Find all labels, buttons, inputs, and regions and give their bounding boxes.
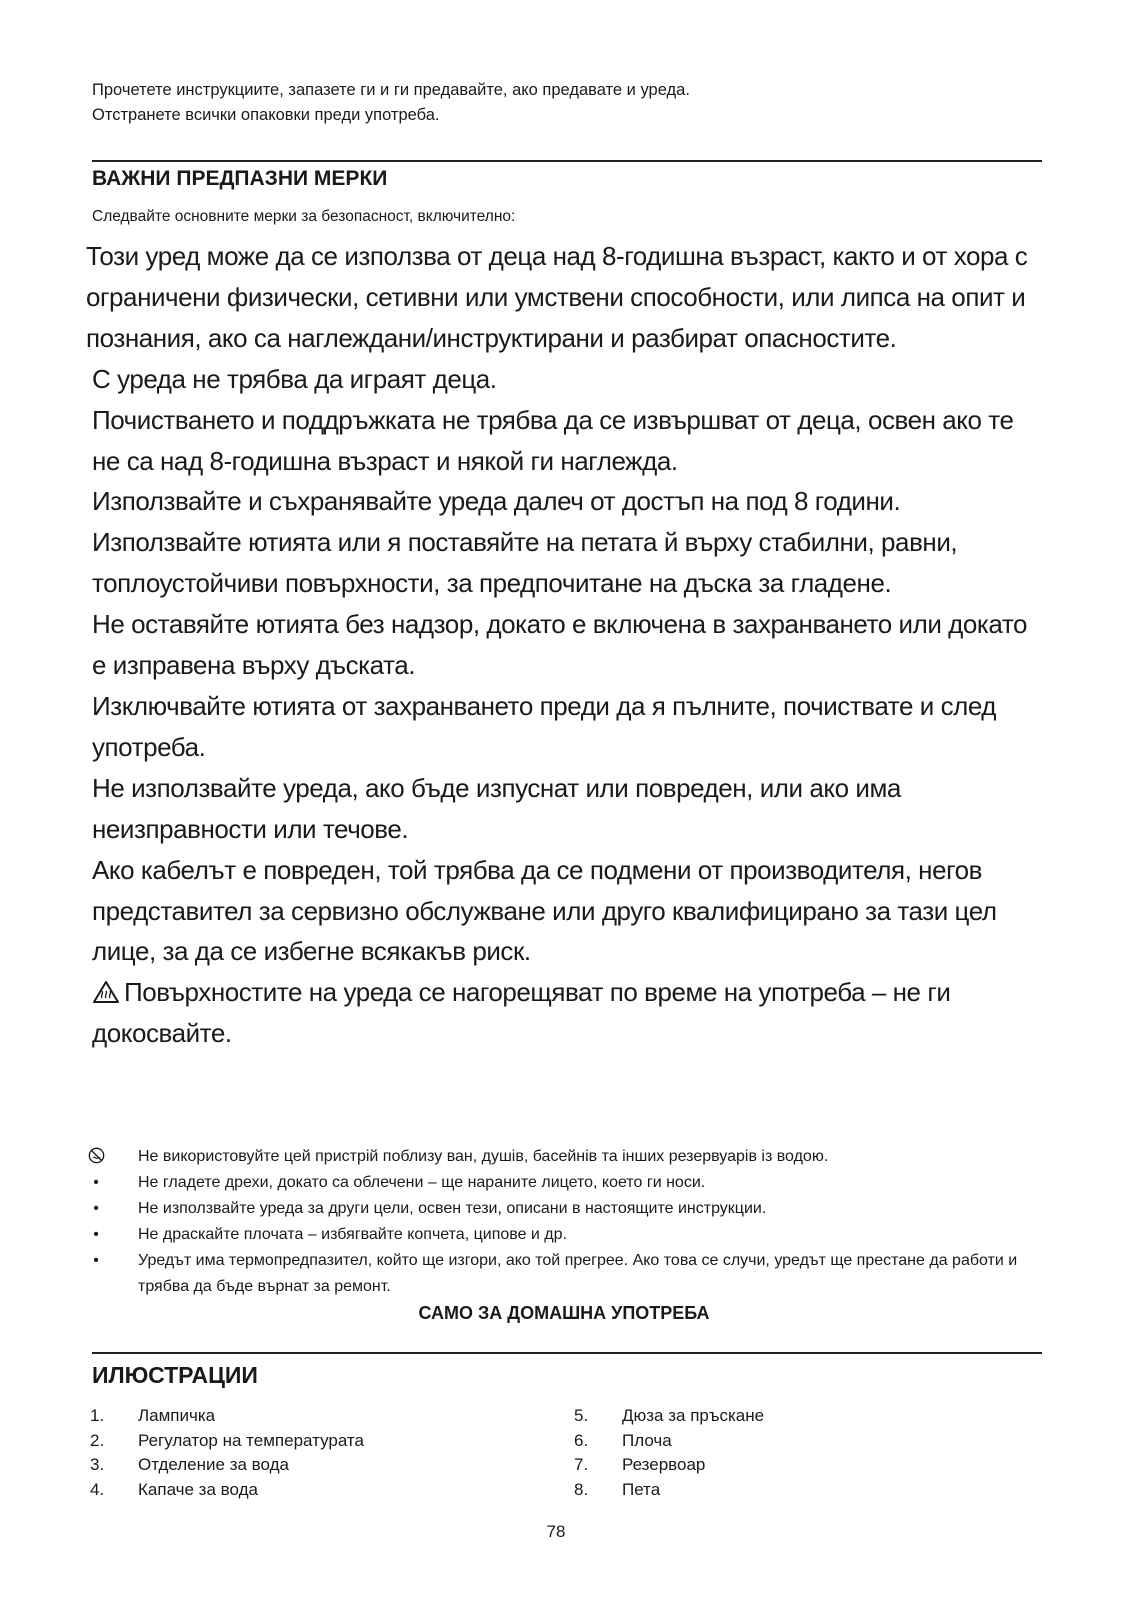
legend-item bbox=[90, 1404, 364, 1429]
list-item bbox=[86, 1170, 1046, 1196]
intro-line-2: Отстранете всички опаковки преди употреба. bbox=[92, 106, 440, 124]
hot-surface-warning bbox=[86, 972, 1046, 1054]
legend-item bbox=[90, 1453, 364, 1478]
legend-number: 6. bbox=[574, 1430, 589, 1450]
safety-paragraph: Използвайте ютията или я поставяйте на петата й върху стабилни, равни, топлоустойчиви повърхности, за предпочитане на дъска за гладене. bbox=[92, 527, 958, 599]
safety-paragraph: С уреда не трябва да играят деца. bbox=[92, 363, 497, 394]
home-use-notice: САМО ЗА ДОМАШНА УПОТРЕБА bbox=[418, 1303, 710, 1323]
legend-label: Отделение за вода bbox=[138, 1455, 289, 1474]
no-water-icon bbox=[86, 1144, 106, 1170]
safety-paragraph: Не използвайте уреда, ако бъде изпуснат или повреден, или ако има неизправности или течове. bbox=[92, 772, 901, 844]
intro-block bbox=[92, 78, 690, 128]
safety-paragraph: Ако кабелът е повреден, той трябва да се подмени от производителя, негов представител за сервизно обслужване или друго квалифицирано за тази цел лице, за да се избегне всякакъв риск. bbox=[92, 854, 997, 967]
legend-number: 1. bbox=[90, 1406, 105, 1425]
list-item-text: Не използвайте уреда за други цели, освен тези, описани в настоящите инструкции. bbox=[138, 1200, 767, 1217]
hot-surface-warning-icon bbox=[92, 975, 120, 999]
legend-number: 7. bbox=[574, 1455, 589, 1474]
legend-label: Регулатор на температурата bbox=[138, 1430, 364, 1450]
legend-label: Дюза за пръскане bbox=[622, 1406, 765, 1425]
illustrations-heading: ИЛЮСТРАЦИИ bbox=[92, 1362, 258, 1388]
legend-item bbox=[574, 1404, 764, 1429]
legend-label: Капаче за вода bbox=[138, 1479, 258, 1499]
intro-line-1: Прочетете инструкциите, запазете ги и ги предавайте, ако предавате и уреда. bbox=[92, 81, 690, 99]
legend-item bbox=[90, 1429, 364, 1454]
parts-legend-left bbox=[90, 1404, 364, 1502]
list-item-text: Не використовуйте цей пристрій поблизу ван, душів, басейнів та інших резервуарів із водою. bbox=[138, 1148, 829, 1165]
list-item bbox=[86, 1248, 1046, 1300]
bullet: • bbox=[93, 1226, 99, 1243]
legend-label: Лампичка bbox=[138, 1406, 216, 1425]
safety-heading: ВАЖНИ ПРЕДПАЗНИ МЕРКИ bbox=[92, 167, 388, 190]
legend-item bbox=[90, 1478, 364, 1503]
legend-item bbox=[574, 1478, 764, 1503]
list-item-text: Не гладете дрехи, докато са облечени – ще нараните лицето, което ги носи. bbox=[138, 1174, 706, 1191]
legend-item bbox=[574, 1453, 764, 1478]
legend-label: Плоча bbox=[622, 1430, 672, 1450]
hot-surface-warning-text: Повърхностите на уреда се нагорещяват по време на употреба – не ги докосвайте. bbox=[92, 977, 951, 1049]
safety-subtitle: Следвайте основните мерки за безопасност, включително: bbox=[92, 208, 516, 225]
legend-number: 8. bbox=[574, 1479, 589, 1499]
page-number: 78 bbox=[546, 1522, 566, 1541]
list-item-text: Уредът има термопредпазител, който ще изгори, ако той прегрее. Ако това се случи, уредът ще престане да работи и трябва да бъде върнат за ремонт. bbox=[138, 1252, 1018, 1295]
list-item bbox=[86, 1196, 1046, 1222]
parts-legend-right bbox=[574, 1404, 764, 1502]
safety-paragraph: Почистването и поддръжката не трябва да се извършват от деца, освен ако те не са над 8-годишна възраст и някой ги наглежда. bbox=[92, 404, 1014, 476]
legend-label: Пета bbox=[622, 1479, 661, 1499]
bullet: • bbox=[93, 1174, 99, 1191]
safety-paragraph: Не оставяйте ютията без надзор, докато е включена в захранването или докато е изправена върху дъската. bbox=[92, 609, 1028, 681]
legend-number: 5. bbox=[574, 1406, 589, 1425]
safety-paragraph: Изключвайте ютията от захранването преди да я пълните, почиствате и след употреба. bbox=[92, 690, 997, 762]
divider-safety bbox=[92, 160, 1042, 162]
bullet: • bbox=[93, 1252, 99, 1269]
bullet: • bbox=[93, 1200, 99, 1217]
safety-paragraph: Този уред може да се използва от деца над 8-годишна възраст, както и от хора с ограничени физически, сетивни или умствени способности, или липса на опит и познания, ако са наглеждани/инструктирани и разбират опасностите. bbox=[86, 241, 1028, 353]
list-item bbox=[86, 1144, 1046, 1170]
legend-number: 2. bbox=[90, 1430, 105, 1450]
small-safety-list bbox=[86, 1144, 1046, 1300]
list-item-text: Не драскайте плочата – избягвайте копчета, ципове и др. bbox=[138, 1226, 567, 1243]
safety-paragraph: Използвайте и съхранявайте уреда далеч от достъп на под 8 години. bbox=[92, 486, 901, 517]
legend-item bbox=[574, 1429, 764, 1454]
legend-label: Резервоар bbox=[622, 1455, 706, 1474]
legend-number: 4. bbox=[90, 1479, 105, 1499]
divider-illustrations bbox=[92, 1352, 1042, 1354]
safety-paragraphs bbox=[86, 236, 1046, 1054]
list-item bbox=[86, 1222, 1046, 1248]
legend-number: 3. bbox=[90, 1455, 105, 1474]
